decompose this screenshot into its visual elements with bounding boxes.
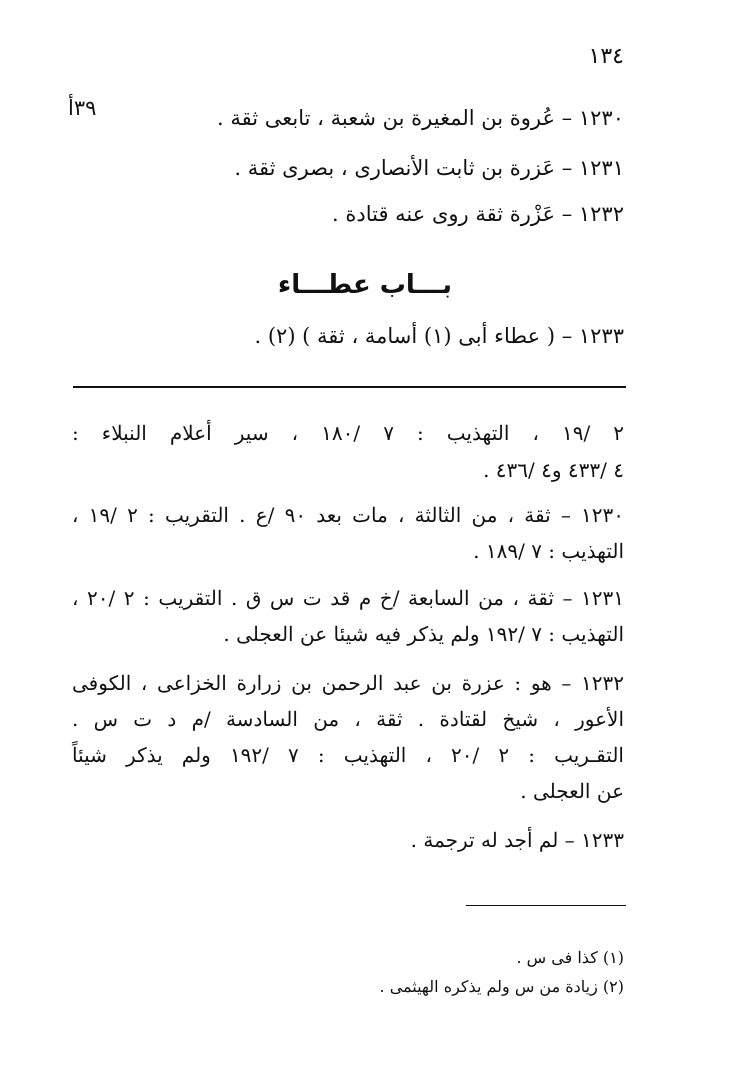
- commentary-continuation-line-1: ٢ /١٩ ، التهذيب : ٧ /١٨٠ ، سير أعلام النبلاء :: [72, 421, 624, 445]
- footnote-2: (٢) زيادة من س ولم يذكره الهيثمى .: [379, 977, 624, 996]
- footnote-divider: [466, 905, 626, 906]
- note-1232-line-2: الأعور ، شيخ لقتادة . ثقة ، من السادسة /م د ت س .: [72, 707, 624, 731]
- section-title: بـــاب عطـــاء: [277, 270, 453, 300]
- entry-1232: ١٢٣٢ – عَزْرة ثقة روى عنه قتادة .: [332, 202, 624, 226]
- page-number: ١٣٤: [588, 44, 624, 69]
- entry-1231: ١٢٣١ – عَزرة بن ثابت الأنصارى ، بصرى ثقة .: [234, 156, 624, 180]
- commentary-continuation-line-2: ٤ /٤٣٣ و٤ /٤٣٦ .: [483, 458, 624, 482]
- note-1232-line-3: التقـريب : ٢ /٢٠ ، التهذيب : ٧ /١٩٢ ولم يذكر شيئاً: [72, 743, 624, 767]
- note-1232-line-1: ١٢٣٢ – هو : عزرة بن عبد الرحمن بن زرارة الخزاعى ، الكوفى: [72, 671, 624, 695]
- entry-1233: ١٢٣٣ – ( عطاء أبى (١) أسامة ، ثقة ) (٢) .: [254, 324, 624, 348]
- margin-marker: ٣٩أ: [68, 96, 97, 120]
- note-1230-line-2: التهذيب : ٧ /١٨٩ .: [473, 539, 624, 563]
- note-1232-line-4: عن العجلى .: [520, 779, 624, 803]
- note-1231-line-1: ١٢٣١ – ثقة ، من السابعة /خ م قد ت س ق . التقريب : ٢ /٢٠ ،: [72, 586, 625, 610]
- footnote-1: (١) كذا فى س .: [516, 948, 624, 967]
- commentary-divider: [73, 386, 626, 388]
- note-1233-line-1: ١٢٣٣ – لم أجد له ترجمة .: [410, 828, 624, 852]
- entry-1230: ١٢٣٠ – عُروة بن المغيرة بن شعبة ، تابعى ثقة .: [217, 106, 624, 130]
- note-1230-line-1: ١٢٣٠ – ثقة ، من الثالثة ، مات بعد ٩٠ /ع . التقريب : ٢ /١٩ ،: [72, 503, 624, 527]
- note-1231-line-2: التهذيب : ٧ /١٩٢ ولم يذكر فيه شيئا عن العجلى .: [223, 622, 624, 646]
